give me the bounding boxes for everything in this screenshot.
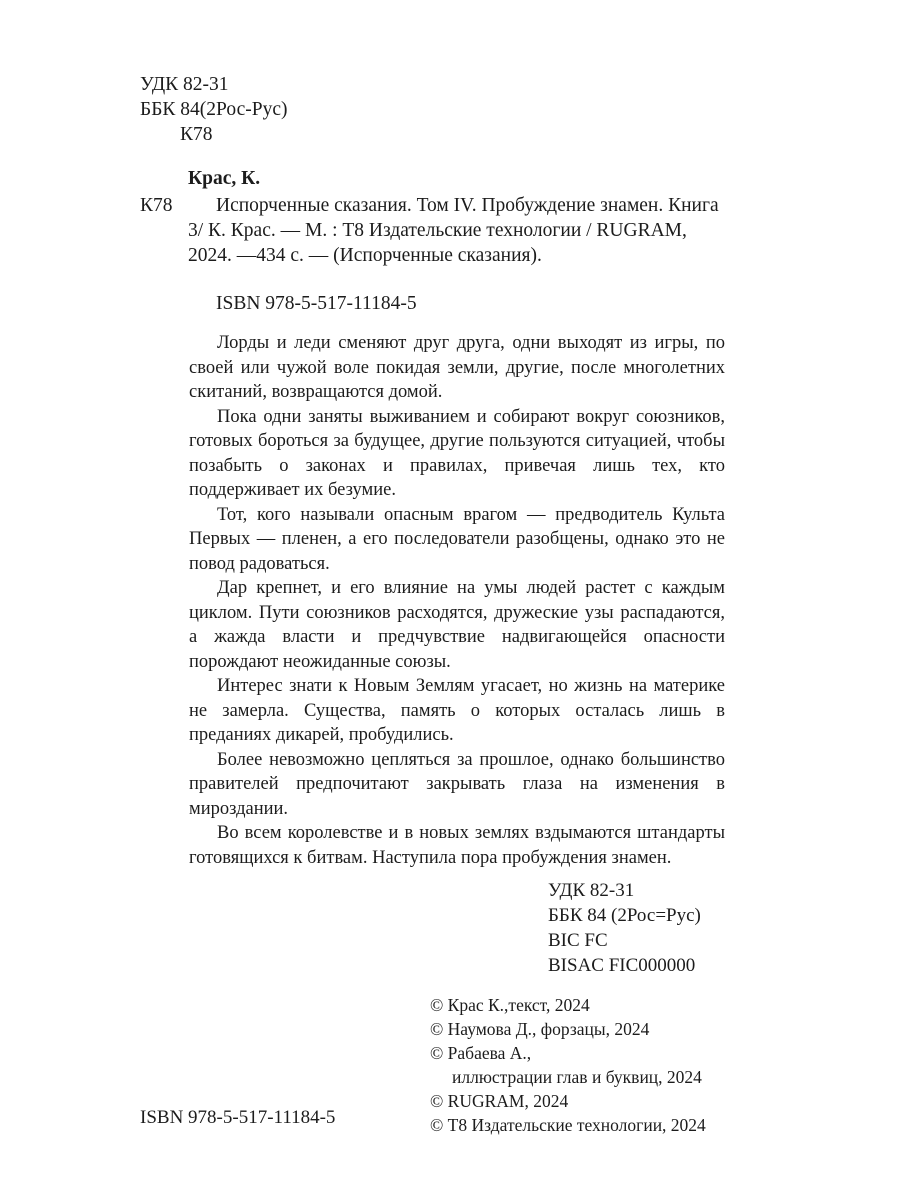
annotation-paragraph: Тот, кого называли опасным врагом — предводитель Культа Первых — пленен, а его последователи разобщены, однако это не повод радоваться. bbox=[189, 504, 725, 574]
copyright-block bbox=[430, 993, 706, 1137]
bibliographic-line: 2024. —434 с. — (Испорченные сказания). bbox=[188, 245, 542, 266]
bibliographic-line: 3/ К. Крас. — М. : Т8 Издательские технологии / RUGRAM, bbox=[188, 220, 687, 241]
annotation-paragraph: Во всем королевстве и в новых землях вздымаются штандарты готовящихся к битвам. Наступила пора пробуждения знамен. bbox=[189, 823, 725, 868]
annotation-paragraph: Дар крепнет, и его влияние на умы людей растет с каждым циклом. Пути союзников расходятся, дружеские узы распадаются, а жажда власти и предчувствие надвигающейся опасности порождают неожиданные союзы. bbox=[189, 578, 725, 672]
annotation-paragraph: Пока одни заняты выживанием и собирают вокруг союзников, готовых бороться за будущее, другие пользуются ситуацией, чтобы позабыть о законах и правилах, привечая лишь тех, кто поддерживает их безумие. bbox=[189, 406, 725, 500]
bbk-code: ББК 84(2Рос-Рус) bbox=[140, 99, 288, 120]
copyright-line: © RUGRAM, 2024 bbox=[430, 1091, 569, 1111]
classification-bbk: ББК 84 (2Рос=Рус) bbox=[548, 905, 701, 926]
udk-code: УДК 82-31 bbox=[140, 74, 229, 95]
copyright-line: © Т8 Издательские технологии, 2024 bbox=[430, 1115, 706, 1135]
annotation-paragraph: Интерес знати к Новым Землям угасает, но жизнь на материке не замерла. Существа, память о которых осталась лишь в преданиях дикарей, пробудились. bbox=[189, 676, 725, 745]
annotation-paragraph: Лорды и леди сменяют друг друга, одни выходят из игры, по своей или чужой воле покидая земли, другие, после многолетних скитаний, возвращаются домой. bbox=[189, 333, 725, 402]
classification-block bbox=[548, 878, 701, 978]
author-name: Крас, К. bbox=[188, 168, 261, 189]
isbn: ISBN 978-5-517-11184-5 bbox=[216, 293, 417, 314]
annotation bbox=[189, 331, 725, 870]
copyright-line: © Рабаева А., bbox=[430, 1043, 532, 1063]
classification-bic: BIC FC bbox=[548, 930, 608, 951]
copyright-line: © Крас К.,текст, 2024 bbox=[430, 995, 590, 1015]
footer-isbn: ISBN 978-5-517-11184-5 bbox=[140, 1107, 336, 1128]
copyright-line: © Наумова Д., форзацы, 2024 bbox=[430, 1019, 650, 1039]
author-mark: К78 bbox=[180, 124, 213, 145]
copyright-line: иллюстрации глав и буквиц, 2024 bbox=[452, 1067, 702, 1087]
classification-bisac: BISAC FIC000000 bbox=[548, 955, 696, 976]
classification-udk: УДК 82-31 bbox=[548, 880, 635, 901]
annotation-paragraph: Более невозможно цепляться за прошлое, однако большинство правителей предпочитают закрывать глаза на изменения в мироздании. bbox=[189, 749, 725, 819]
bibliographic-line: Испорченные сказания. Том IV. Пробуждение знамен. Книга bbox=[216, 195, 719, 216]
author-mark-entry: К78 bbox=[140, 195, 173, 216]
